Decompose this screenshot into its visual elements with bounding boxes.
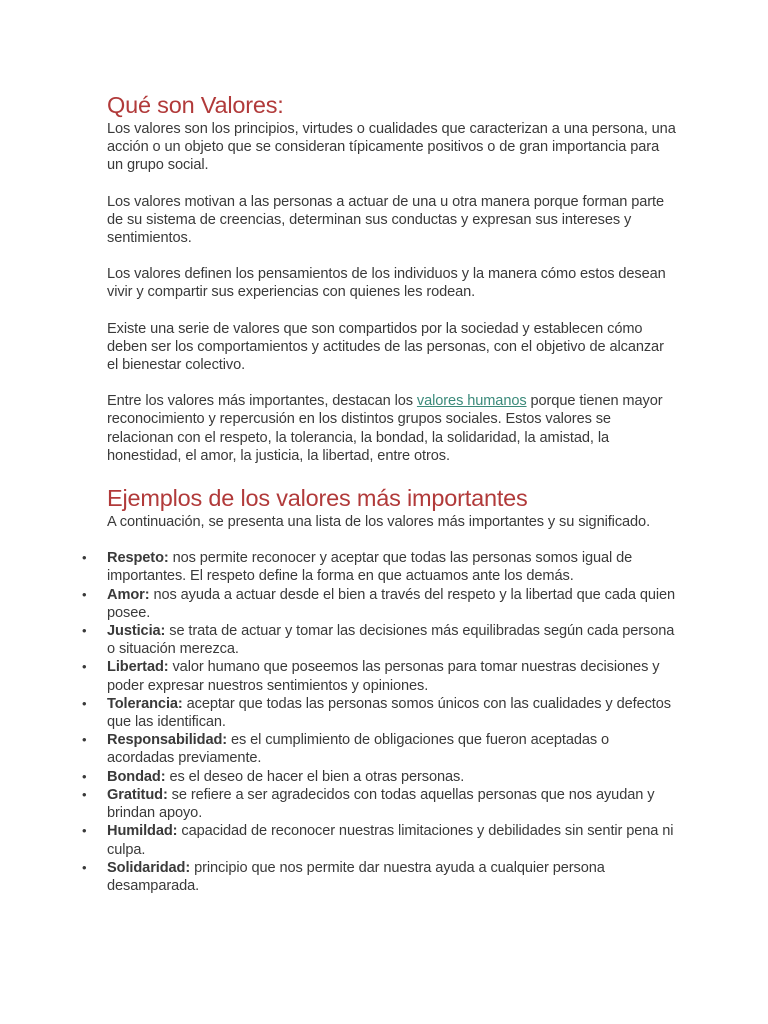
bullet-icon: • bbox=[82, 768, 87, 784]
list-item bbox=[82, 768, 677, 786]
valores-humanos-link[interactable]: valores humanos bbox=[416, 393, 527, 410]
paragraph-list-intro: A continuación, se presenta una lista de los valores más importantes y su significado. bbox=[107, 514, 651, 531]
list-item bbox=[82, 786, 677, 822]
value-term: Respeto: bbox=[107, 550, 169, 567]
bullet-icon: • bbox=[82, 695, 87, 711]
value-term: Bondad: bbox=[107, 768, 166, 785]
bullet-icon: • bbox=[82, 550, 87, 566]
paragraph-text-before-link: Entre los valores más importantes, destacan los bbox=[107, 393, 417, 410]
value-description: principio que nos permite dar nuestra ayuda a cualquier persona desamparada. bbox=[107, 859, 605, 894]
values-list bbox=[82, 549, 677, 895]
list-item bbox=[82, 622, 677, 658]
value-term: Amor: bbox=[107, 586, 150, 603]
list-item bbox=[82, 586, 677, 622]
paragraph-motivation: Los valores motivan a las personas a actuar de una u otra manera porque forman parte de su sistema de creencias, determinan sus conductas y expresan sus intereses y sentimientos. bbox=[107, 193, 665, 247]
list-item bbox=[82, 822, 677, 858]
bullet-icon: • bbox=[82, 732, 87, 748]
value-term: Humildad: bbox=[107, 823, 178, 840]
value-description: aceptar que todas las personas somos únicos con las cualidades y defectos que las identifican. bbox=[107, 695, 671, 731]
document-page bbox=[82, 88, 677, 895]
value-description: nos permite reconocer y aceptar que todas las personas somos igual de importantes. El respeto define la forma en que actuamos ante los demás. bbox=[107, 550, 633, 585]
section-title-ejemplos: Ejemplos de los valores más importantes bbox=[107, 485, 528, 512]
paragraph-thoughts: Los valores definen los pensamientos de los individuos y la manera cómo estos desean vivir y compartir sus experiencias con quienes les rodean. bbox=[107, 266, 666, 301]
list-item bbox=[82, 695, 677, 731]
bullet-icon: • bbox=[82, 586, 87, 602]
value-term: Solidaridad: bbox=[107, 859, 191, 876]
value-description: se refiere a ser agradecidos con todas aquellas personas que nos ayudan y brindan apoyo. bbox=[107, 786, 655, 822]
value-description: es el cumplimiento de obligaciones que fueron aceptadas o acordadas previamente. bbox=[107, 732, 610, 767]
value-term: Gratitud: bbox=[107, 786, 168, 803]
bullet-icon: • bbox=[82, 859, 87, 875]
value-description: nos ayuda a actuar desde el bien a través del respeto y la libertad que cada quien posee. bbox=[107, 586, 676, 621]
value-term: Tolerancia: bbox=[107, 695, 183, 712]
paragraph-society: Existe una serie de valores que son compartidos por la sociedad y establecen cómo deben ser los comportamientos y actitudes de las personas, con el objetivo de alcanzar el bienestar colectivo. bbox=[107, 320, 664, 374]
paragraph-text-after-link: porque tienen mayor reconocimiento y repercusión en los distintos grupos sociales. Estos valores se relacionan con el respeto, la tolerancia, la bondad, la solidaridad, la amistad, la honestidad, el amor, la justicia, la libertad, entre otros. bbox=[107, 393, 663, 464]
list-item bbox=[82, 859, 677, 895]
bullet-icon: • bbox=[82, 623, 87, 639]
section-title-que-son-valores: Qué son Valores: bbox=[107, 92, 284, 118]
bullet-icon: • bbox=[82, 823, 87, 839]
list-item bbox=[82, 549, 677, 585]
value-description: se trata de actuar y tomar las decisiones más equilibradas según cada persona o situación merezca. bbox=[107, 623, 675, 658]
value-description: capacidad de reconocer nuestras limitaciones y debilidades sin sentir pena ni culpa. bbox=[107, 823, 674, 858]
paragraph-important-values bbox=[107, 392, 677, 465]
bullet-icon: • bbox=[82, 786, 87, 802]
paragraph-definition: Los valores son los principios, virtudes o cualidades que caracterizan a una persona, una acción o un objeto que se consideran típicamente positivos o de gran importancia para un grupo social. bbox=[107, 121, 676, 174]
value-description: es el deseo de hacer el bien a otras personas. bbox=[165, 768, 465, 785]
bullet-icon: • bbox=[82, 659, 87, 675]
list-item bbox=[82, 731, 677, 767]
list-item bbox=[82, 658, 677, 694]
value-description: valor humano que poseemos las personas para tomar nuestras decisiones y poder expresar nuestros sentimientos y opiniones. bbox=[107, 659, 660, 694]
value-term: Responsabilidad: bbox=[107, 732, 228, 749]
value-term: Libertad: bbox=[107, 659, 169, 676]
value-term: Justicia: bbox=[107, 623, 166, 640]
